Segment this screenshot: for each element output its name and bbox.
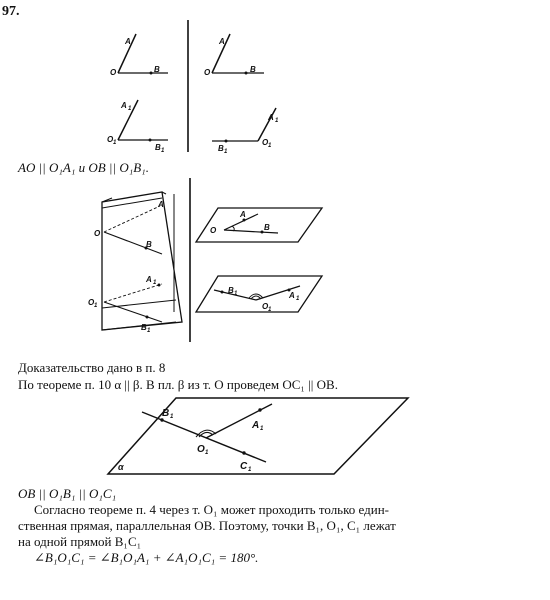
label-a: A — [158, 200, 164, 209]
angle-figure-bottom-right — [212, 108, 279, 155]
label-o1: O — [88, 298, 95, 307]
label-o: O — [94, 229, 101, 238]
theorem-line: По теореме п. 10 α || β. В пл. β из т. O проведем OC₁ || OB. — [18, 377, 338, 392]
svg-text:1: 1 — [296, 296, 300, 302]
svg-text:1: 1 — [170, 414, 174, 420]
label-b1: B — [162, 408, 170, 419]
label-o1: O — [262, 138, 269, 147]
label-b1: B — [228, 286, 234, 295]
svg-text:1: 1 — [94, 303, 98, 309]
svg-text:1: 1 — [147, 328, 151, 334]
svg-text:1: 1 — [275, 118, 279, 124]
label-a1: A — [289, 291, 295, 300]
label-o: O — [110, 68, 117, 77]
svg-text:1: 1 — [128, 106, 132, 112]
paragraph-line-2: ственная прямая, параллельная OB. Поэтому, точки B₁, O₁, C₁ лежат — [18, 518, 396, 533]
label-b: B — [154, 65, 160, 74]
label-b1: B — [141, 323, 147, 332]
label-a: A — [219, 37, 225, 46]
label-c1: C — [240, 461, 248, 472]
label-a1: A — [146, 275, 152, 284]
svg-text:1: 1 — [153, 280, 157, 286]
angle-figure-bottom-left — [107, 100, 168, 154]
label-a1: A — [268, 113, 274, 122]
svg-text:1: 1 — [260, 426, 264, 432]
label-b: B — [264, 223, 270, 232]
label-o: O — [210, 226, 217, 235]
plane-alpha-large — [108, 398, 408, 474]
label-o: O — [204, 68, 211, 77]
paragraph-line-1: Согласно теореме п. 4 через т. O₁ может проходить только един- — [34, 502, 389, 517]
svg-text:1: 1 — [205, 450, 209, 456]
svg-text:1: 1 — [234, 291, 238, 297]
parallel-statement: AO || O₁A₁ и OB || O₁B₁. — [18, 160, 149, 175]
problem-number: 97. — [2, 4, 20, 19]
svg-text:1: 1 — [268, 143, 272, 149]
svg-text:1: 1 — [161, 148, 165, 154]
proof-reference: Доказательство дано в п. 8 — [18, 360, 166, 375]
plane-alpha-small — [196, 208, 322, 242]
svg-text:1: 1 — [113, 140, 117, 146]
label-a1: A — [121, 101, 127, 110]
angle-figure-top-right — [204, 34, 264, 77]
label-b: B — [250, 65, 256, 74]
label-o1: O — [197, 444, 205, 455]
label-o1: O — [262, 302, 269, 311]
label-b: B — [146, 240, 152, 249]
angle-equation: ∠B₁O₁C₁ = ∠B₁O₁A₁ + ∠A₁O₁C₁ = 180°. — [34, 550, 259, 565]
label-b1: B — [218, 144, 224, 153]
parallel-chain: OB || O₁B₁ || O₁C₁ — [18, 486, 117, 501]
angle-figure-top-left — [110, 34, 168, 77]
svg-text:1: 1 — [268, 307, 272, 313]
label-b1: B — [155, 143, 161, 152]
label-a: A — [125, 37, 131, 46]
parallel-planes-figure-left — [102, 192, 182, 330]
label-a1: A — [252, 420, 260, 431]
svg-text:1: 1 — [224, 149, 228, 155]
svg-text:1: 1 — [248, 467, 252, 473]
label-alpha: α — [118, 462, 124, 472]
label-o1: O — [107, 135, 114, 144]
label-a: A — [240, 210, 246, 219]
paragraph-line-3: на одной прямой B₁C₁ — [18, 534, 142, 549]
plane-beta-small — [196, 276, 322, 312]
